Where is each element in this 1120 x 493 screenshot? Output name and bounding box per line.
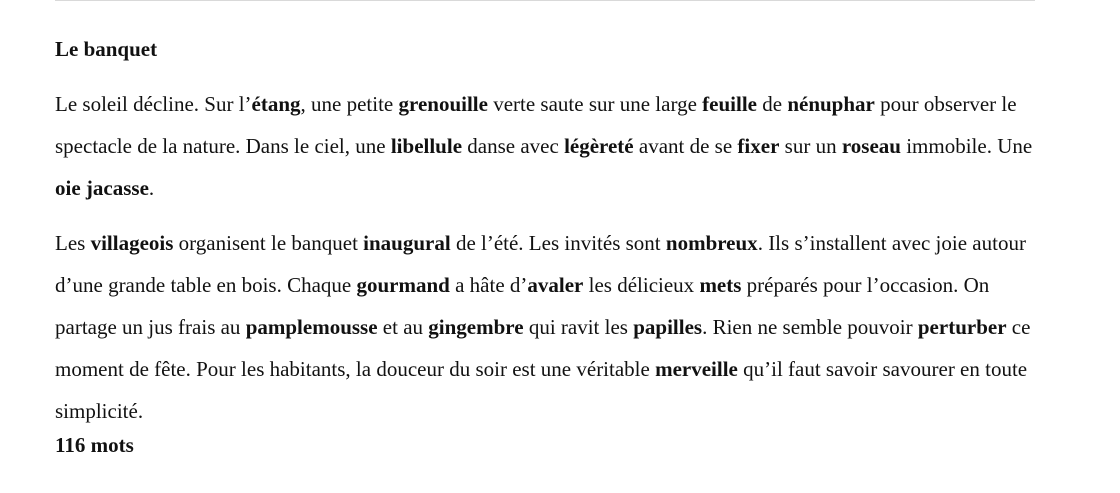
bold-word: feuille xyxy=(702,92,757,116)
bold-word: roseau xyxy=(841,134,901,158)
text-run: verte saute sur une large xyxy=(487,92,703,116)
text-run: immobile. Une xyxy=(900,134,1033,158)
bold-word: inaugural xyxy=(363,231,451,255)
text-run: . xyxy=(148,176,155,200)
word-count: 116 mots xyxy=(55,433,134,457)
bold-word: oie jacasse xyxy=(55,176,149,200)
text-run: a hâte d’ xyxy=(449,273,528,297)
bold-word: fixer xyxy=(737,134,780,158)
text-run: organisent le banquet xyxy=(173,231,364,255)
paragraph-1 xyxy=(55,83,1040,209)
text-run: les délicieux xyxy=(583,273,700,297)
text-run: pour observer le spectacle de la nature. Dans le ciel, une xyxy=(55,92,1017,158)
bold-word: libellule xyxy=(390,134,463,158)
text-run: . Rien ne semble pouvoir xyxy=(702,315,918,339)
bold-word: merveille xyxy=(655,357,738,381)
bold-word: papilles xyxy=(633,315,703,339)
text-run: danse avec xyxy=(462,134,565,158)
bold-word: nombreux xyxy=(665,231,758,255)
text-run: Le soleil décline. Sur l’ xyxy=(55,92,252,116)
text-run: qui ravit les xyxy=(523,315,634,339)
bold-word: nénuphar xyxy=(787,92,875,116)
paragraph-2 xyxy=(55,222,1040,432)
bold-word: pamplemousse xyxy=(245,315,378,339)
document-title: Le banquet xyxy=(55,37,158,61)
text-run: . Ils s’installent avec joie autour d’une grande table en bois. Chaque xyxy=(55,231,1026,297)
bold-word: étang xyxy=(251,92,301,116)
text-run: avant de se xyxy=(633,134,738,158)
text-run: qu’il faut savoir savourer en toute simplicité. xyxy=(55,357,1028,423)
bold-word: mets xyxy=(699,273,742,297)
text-run: sur un xyxy=(779,134,842,158)
text-run: Les xyxy=(55,231,91,255)
top-divider xyxy=(55,0,1035,1)
bold-word: perturber xyxy=(917,315,1007,339)
text-run: ce moment de fête. Pour les habitants, la douceur du soir est une véritable xyxy=(55,315,1031,381)
bold-word: avaler xyxy=(527,273,584,297)
text-run: préparés pour l’occasion. On partage un jus frais au xyxy=(55,273,990,339)
bold-word: gingembre xyxy=(428,315,524,339)
bold-word: légèreté xyxy=(564,134,634,158)
bold-word: grenouille xyxy=(398,92,488,116)
text-run: et au xyxy=(377,315,429,339)
bold-word: villageois xyxy=(90,231,174,255)
text-run: de xyxy=(756,92,788,116)
bold-word: gourmand xyxy=(356,273,450,297)
text-run: de l’été. Les invités sont xyxy=(450,231,666,255)
text-run: , une petite xyxy=(300,92,399,116)
